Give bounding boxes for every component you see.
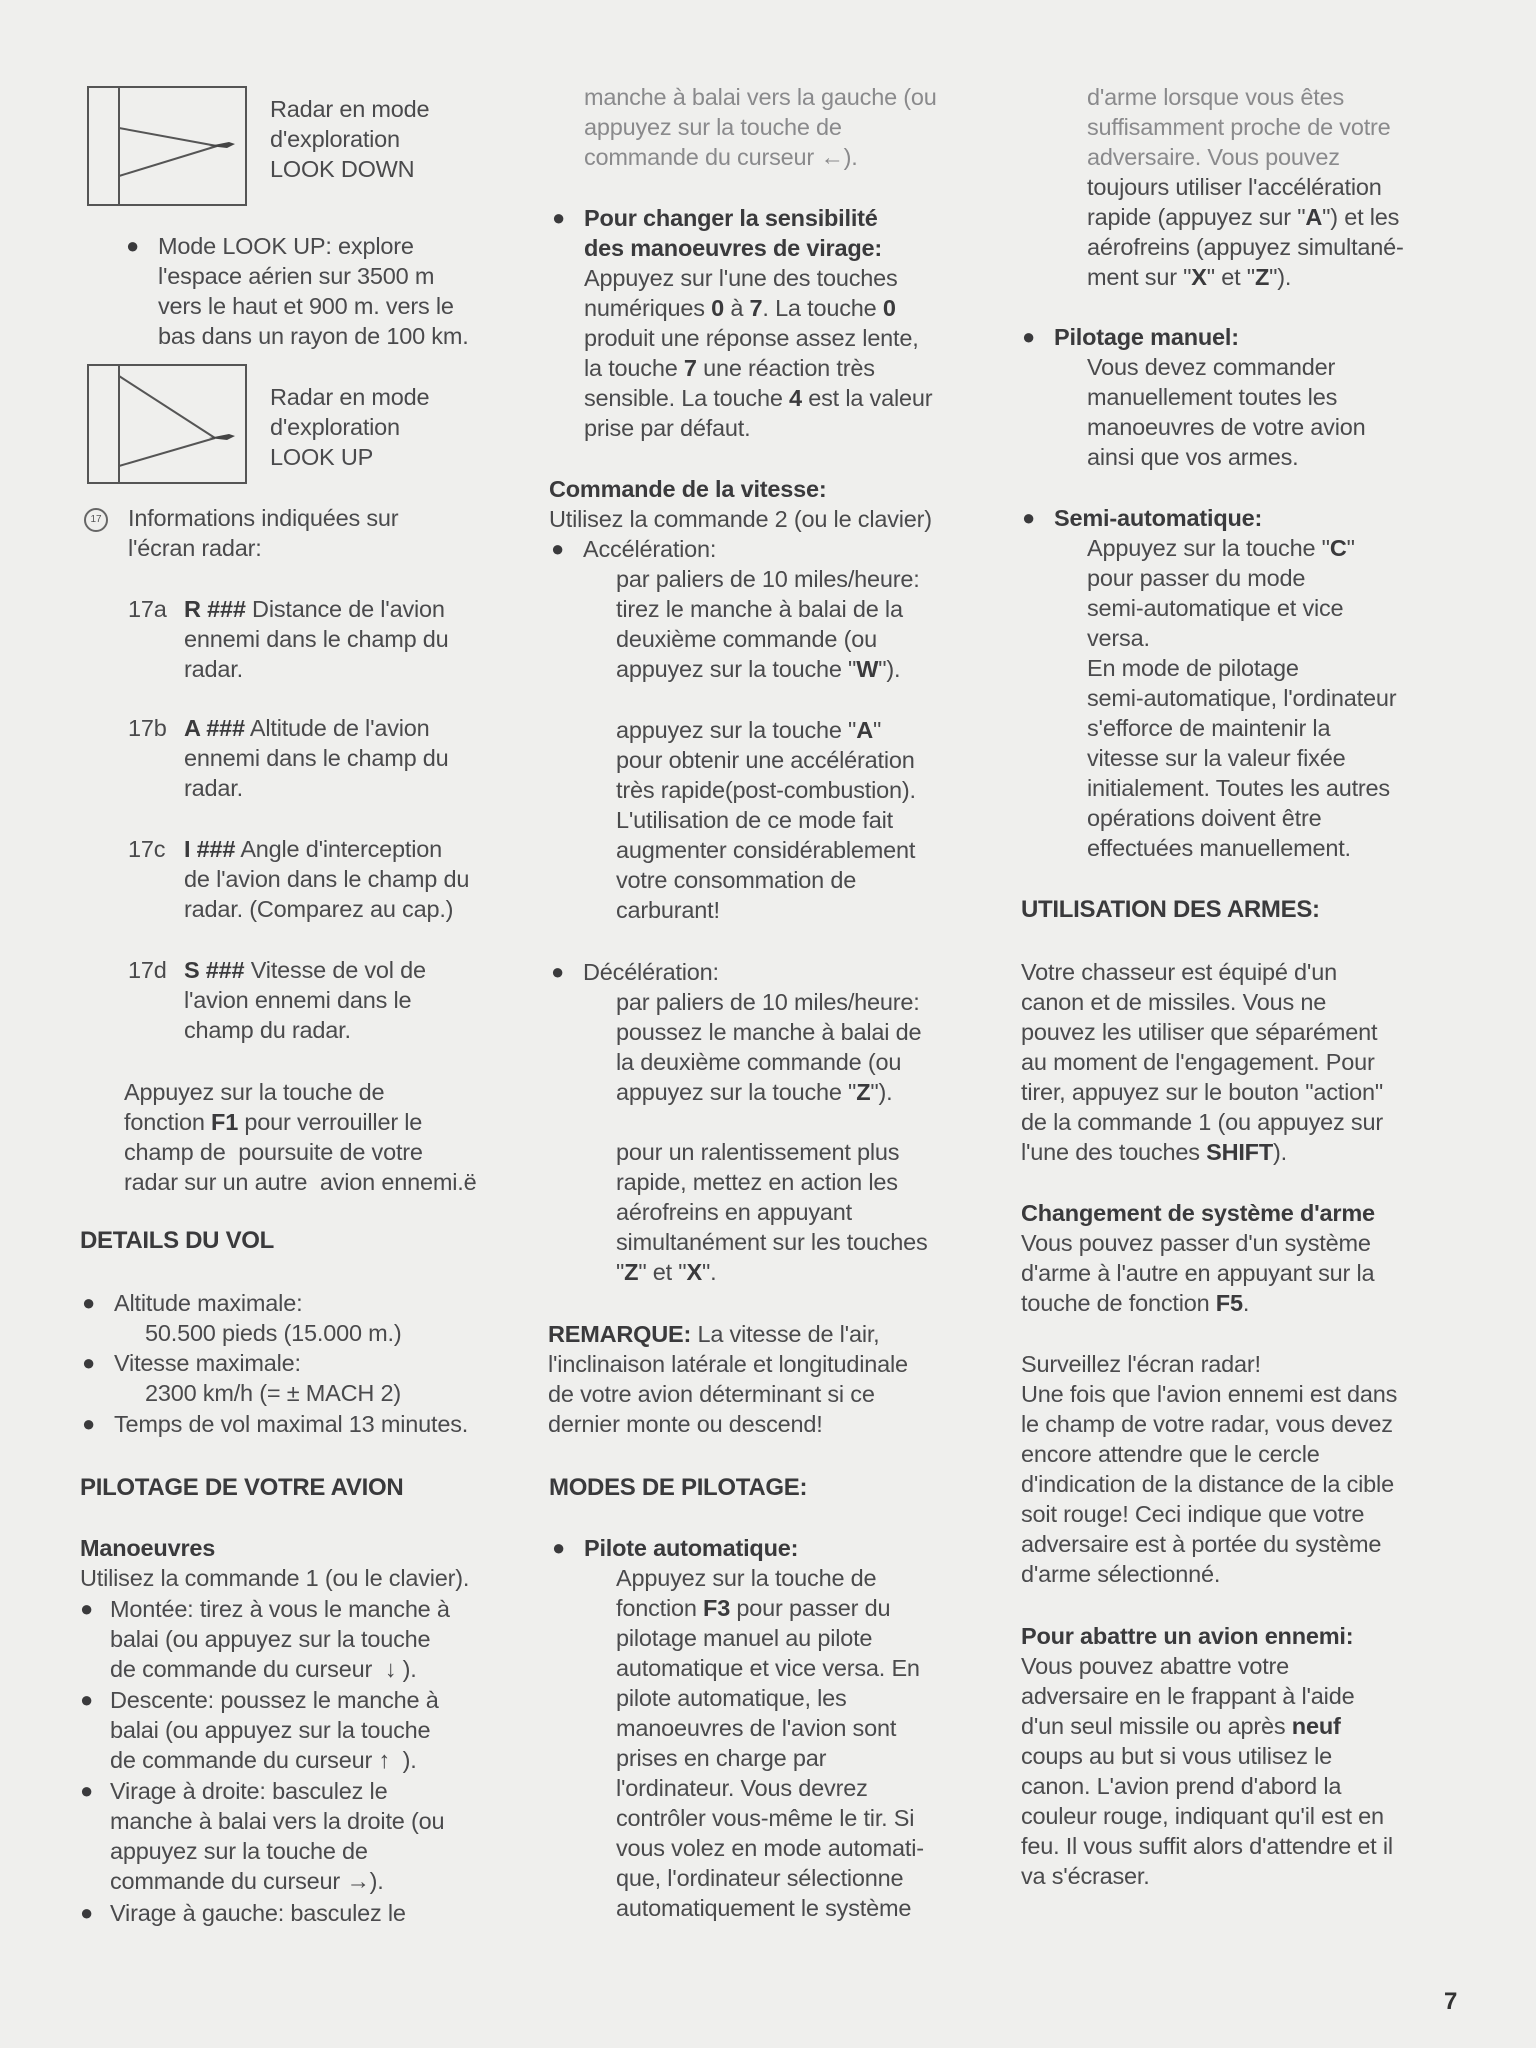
item-17a-line-2: ennemi dans le champ du bbox=[184, 626, 449, 652]
montee-line-2: balai (ou appuyez sur la touche bbox=[110, 1626, 431, 1652]
armes-line-5: tirer, appuyez sur le bouton "action" bbox=[1021, 1079, 1384, 1105]
remarque-line-2: l'inclinaison latérale et longitudinale bbox=[548, 1351, 908, 1377]
auto-line-7: prises en charge par bbox=[616, 1745, 827, 1771]
col3-cont-line-1: d'arme lorsque vous êtes bbox=[1087, 84, 1345, 110]
droite-line-4: commande du curseur →). bbox=[110, 1868, 384, 1894]
accel-p1-line-3: deuxième commande (ou bbox=[616, 626, 877, 652]
item-17b-line-1: A ### Altitude de l'avion bbox=[184, 715, 430, 741]
diagram2-caption-3: LOOK UP bbox=[270, 444, 374, 470]
col3-cont-line-2: suffisamment proche de votre bbox=[1087, 114, 1391, 140]
remarque-line-1: REMARQUE: La vitesse de l'air, bbox=[548, 1321, 880, 1347]
f1-para-line-3: champ de poursuite de votre bbox=[124, 1139, 423, 1165]
look-up-line-4: bas dans un rayon de 100 km. bbox=[158, 323, 469, 349]
decel-p1-line-3: la deuxième commande (ou bbox=[616, 1049, 902, 1075]
surveillez-line-2: Une fois que l'avion ennemi est dans bbox=[1021, 1381, 1398, 1407]
radar-look-down-icon bbox=[89, 88, 245, 204]
semi-heading: Semi-automatique: bbox=[1054, 505, 1263, 531]
diagram2-caption-1: Radar en mode bbox=[270, 384, 430, 410]
item-17d-line-3: champ du radar. bbox=[184, 1017, 351, 1043]
auto-line-11: que, l'ordinateur sélectionne bbox=[616, 1865, 904, 1891]
item-17c-num: 17c bbox=[128, 836, 166, 862]
surveillez-line-1: Surveillez l'écran radar! bbox=[1021, 1351, 1261, 1377]
decel-p1-line-4: appuyez sur la touche "Z"). bbox=[616, 1079, 893, 1105]
surveillez-line-8: d'arme sélectionné. bbox=[1021, 1561, 1221, 1587]
accel-p2-line-5: augmenter considérablement bbox=[616, 837, 916, 863]
auto-line-3: pilotage manuel au pilote bbox=[616, 1625, 873, 1651]
remarque-line-4: dernier monte ou descend! bbox=[548, 1411, 823, 1437]
remarque-line-3: de votre avion déterminant si ce bbox=[548, 1381, 875, 1407]
sens-heading-1: Pour changer la sensibilité bbox=[584, 205, 878, 231]
armes-line-2: canon et de missiles. Vous ne bbox=[1021, 989, 1327, 1015]
accel-p1-line-4: appuyez sur la touche "W"). bbox=[616, 656, 901, 682]
sens-line-2: numériques 0 à 7. La touche 0 bbox=[584, 295, 896, 321]
accel-p1-line-1: par paliers de 10 miles/heure: bbox=[616, 566, 920, 592]
diagram1-caption-3: LOOK DOWN bbox=[270, 156, 415, 182]
f1-para-line-2: fonction F1 pour verrouiller le bbox=[124, 1109, 423, 1135]
abattre-line-1: Vous pouvez abattre votre bbox=[1021, 1653, 1290, 1679]
sens-line-3: produit une réponse assez lente, bbox=[584, 325, 919, 351]
surveillez-line-4: encore attendre que le cercle bbox=[1021, 1441, 1320, 1467]
detail-altitude-label: Altitude maximale: bbox=[114, 1290, 303, 1316]
semi-line-10: opérations doivent être bbox=[1087, 805, 1322, 831]
look-up-line-2: l'espace aérien sur 3500 m bbox=[158, 263, 435, 289]
detail-altitude-value: 50.500 pieds (15.000 m.) bbox=[145, 1320, 402, 1346]
droite-line-3: appuyez sur la touche de bbox=[110, 1838, 368, 1864]
manuel-line-2: manuellement toutes les bbox=[1087, 384, 1338, 410]
auto-line-1: Appuyez sur la touche de bbox=[616, 1565, 877, 1591]
auto-line-8: l'ordinateur. Vous devrez bbox=[616, 1775, 868, 1801]
abattre-line-5: canon. L'avion prend d'abord la bbox=[1021, 1773, 1342, 1799]
semi-line-9: initialement. Toutes les autres bbox=[1087, 775, 1390, 801]
item-17c-line-3: radar. (Comparez au cap.) bbox=[184, 896, 454, 922]
semi-line-5: En mode de pilotage bbox=[1087, 655, 1299, 681]
descente-line-1: Descente: poussez le manche à bbox=[110, 1687, 439, 1713]
armes-heading: UTILISATION DES ARMES: bbox=[1021, 896, 1320, 923]
bullet-icon: ● bbox=[80, 1596, 94, 1621]
modes-heading: MODES DE PILOTAGE: bbox=[549, 1474, 808, 1501]
vitesse-intro: Utilisez la commande 2 (ou le clavier) bbox=[549, 506, 932, 532]
bullet-icon: ● bbox=[551, 536, 565, 561]
item-17b-num: 17b bbox=[128, 715, 167, 741]
info-marker-17: 17 bbox=[84, 508, 108, 532]
item-17d-line-1: S ### Vitesse de vol de bbox=[184, 957, 426, 983]
auto-heading: Pilote automatique: bbox=[584, 1535, 799, 1561]
surveillez-line-5: d'indication de la distance de la cible bbox=[1021, 1471, 1394, 1497]
pilotage-heading: PILOTAGE DE VOTRE AVION bbox=[80, 1474, 404, 1501]
f1-para-line-4: radar sur un autre avion ennemi.ë bbox=[124, 1169, 477, 1195]
montee-line-1: Montée: tirez à vous le manche à bbox=[110, 1596, 450, 1622]
page-number: 7 bbox=[1444, 1988, 1458, 2015]
gauche-line-1: Virage à gauche: basculez le bbox=[110, 1900, 406, 1926]
look-up-line-3: vers le haut et 900 m. vers le bbox=[158, 293, 454, 319]
sens-line-5: sensible. La touche 4 est la valeur bbox=[584, 385, 933, 411]
accel-p2-line-2: pour obtenir une accélération bbox=[616, 747, 915, 773]
bullet-icon: ● bbox=[80, 1687, 94, 1712]
auto-line-9: contrôler vous-même le tir. Si bbox=[616, 1805, 915, 1831]
manuel-line-1: Vous devez commander bbox=[1087, 354, 1336, 380]
col3-cont-line-7: ment sur "X" et "Z"). bbox=[1087, 264, 1292, 290]
accel-p2-line-3: très rapide(post-combustion). bbox=[616, 777, 916, 803]
auto-line-4: automatique et vice versa. En bbox=[616, 1655, 920, 1681]
bullet-icon: ● bbox=[552, 205, 566, 230]
decel-p1-line-1: par paliers de 10 miles/heure: bbox=[616, 989, 920, 1015]
detail-speed-label: Vitesse maximale: bbox=[114, 1350, 301, 1376]
surveillez-line-6: soit rouge! Ceci indique que votre bbox=[1021, 1501, 1365, 1527]
col3-cont-line-3: adversaire. Vous pouvez bbox=[1087, 144, 1340, 170]
accel-p1-line-2: tirez le manche à balai de la bbox=[616, 596, 903, 622]
detail-speed-value: 2300 km/h (= ± MACH 2) bbox=[145, 1380, 401, 1406]
changement-heading: Changement de système d'arme bbox=[1021, 1200, 1375, 1226]
decel-p2-line-3: aérofreins en appuyant bbox=[616, 1199, 852, 1225]
armes-line-1: Votre chasseur est équipé d'un bbox=[1021, 959, 1337, 985]
accel-p2-line-7: carburant! bbox=[616, 897, 720, 923]
semi-line-6: semi-automatique, l'ordinateur bbox=[1087, 685, 1397, 711]
bullet-icon: ● bbox=[126, 233, 140, 258]
montee-line-3: de commande du curseur ↓ ). bbox=[110, 1656, 417, 1682]
decel-label: Décélération: bbox=[583, 959, 719, 985]
semi-line-2: pour passer du mode bbox=[1087, 565, 1306, 591]
col3-cont-line-6: aérofreins (appuyez simultané- bbox=[1087, 234, 1404, 260]
armes-line-3: pouvez les utiliser que séparément bbox=[1021, 1019, 1378, 1045]
bullet-icon: ● bbox=[80, 1900, 94, 1925]
abattre-line-2: adversaire en le frappant à l'aide bbox=[1021, 1683, 1355, 1709]
semi-line-8: vitesse sur la valeur fixée bbox=[1087, 745, 1346, 771]
vitesse-heading: Commande de la vitesse: bbox=[549, 476, 827, 502]
item-17a-num: 17a bbox=[128, 596, 167, 622]
accel-label: Accélération: bbox=[583, 536, 717, 562]
item-17b-line-3: radar. bbox=[184, 775, 243, 801]
abattre-heading: Pour abattre un avion ennemi: bbox=[1021, 1623, 1354, 1649]
changement-line-3: touche de fonction F5. bbox=[1021, 1290, 1250, 1316]
auto-line-5: pilote automatique, les bbox=[616, 1685, 847, 1711]
info-intro-2: l'écran radar: bbox=[128, 535, 262, 561]
bullet-icon: ● bbox=[552, 1535, 566, 1560]
bullet-icon: ● bbox=[82, 1290, 96, 1315]
col2-cont-line-1: manche à balai vers la gauche (ou bbox=[584, 84, 937, 110]
changement-line-1: Vous pouvez passer d'un système bbox=[1021, 1230, 1371, 1256]
auto-line-10: vous volez en mode automati- bbox=[616, 1835, 924, 1861]
look-up-line-1: Mode LOOK UP: explore bbox=[158, 233, 414, 259]
col3-cont-line-5: rapide (appuyez sur "A") et les bbox=[1087, 204, 1400, 230]
auto-line-6: manoeuvres de l'avion sont bbox=[616, 1715, 897, 1741]
diagram2-caption-2: d'exploration bbox=[270, 414, 400, 440]
decel-p2-line-4: simultanément sur les touches bbox=[616, 1229, 928, 1255]
abattre-line-4: coups au but si vous utilisez le bbox=[1021, 1743, 1333, 1769]
descente-line-3: de commande du curseur ↑ ). bbox=[110, 1747, 417, 1773]
decel-p2-line-5: "Z" et "X". bbox=[616, 1259, 717, 1285]
decel-p2-line-2: rapide, mettez en action les bbox=[616, 1169, 898, 1195]
armes-line-7: l'une des touches SHIFT). bbox=[1021, 1139, 1287, 1165]
manoeuvres-intro: Utilisez la commande 1 (ou le clavier). bbox=[80, 1565, 470, 1591]
accel-p2-line-4: L'utilisation de ce mode fait bbox=[616, 807, 893, 833]
details-heading: DETAILS DU VOL bbox=[80, 1227, 275, 1254]
auto-line-2: fonction F3 pour passer du bbox=[616, 1595, 891, 1621]
decel-p1-line-2: poussez le manche à balai de bbox=[616, 1019, 922, 1045]
info-intro-1: Informations indiquées sur bbox=[128, 505, 399, 531]
sens-heading-2: des manoeuvres de virage: bbox=[584, 235, 883, 261]
radar-look-up-diagram bbox=[87, 364, 247, 484]
changement-line-2: d'arme à l'autre en appuyant sur la bbox=[1021, 1260, 1375, 1286]
abattre-line-3: d'un seul missile ou après neuf bbox=[1021, 1713, 1341, 1739]
accel-p2-line-6: votre consommation de bbox=[616, 867, 857, 893]
col3-cont-line-4: toujours utiliser l'accélération bbox=[1087, 174, 1382, 200]
manuel-line-3: manoeuvres de votre avion bbox=[1087, 414, 1366, 440]
manuel-line-4: ainsi que vos armes. bbox=[1087, 444, 1299, 470]
radar-look-down-diagram bbox=[87, 86, 247, 206]
semi-line-3: semi-automatique et vice bbox=[1087, 595, 1344, 621]
auto-line-12: automatiquement le système bbox=[616, 1895, 912, 1921]
abattre-line-6: couleur rouge, indiquant qu'il est en bbox=[1021, 1803, 1384, 1829]
bullet-icon: ● bbox=[80, 1778, 94, 1803]
radar-look-up-icon bbox=[89, 366, 245, 482]
accel-p2-line-1: appuyez sur la touche "A" bbox=[616, 717, 882, 743]
armes-line-6: de la commande 1 (ou appuyez sur bbox=[1021, 1109, 1383, 1135]
bullet-icon: ● bbox=[82, 1411, 96, 1436]
sens-line-1: Appuyez sur l'une des touches bbox=[584, 265, 898, 291]
bullet-icon: ● bbox=[1022, 324, 1036, 349]
surveillez-line-3: le champ de votre radar, vous devez bbox=[1021, 1411, 1393, 1437]
surveillez-line-7: adversaire est à portée du système bbox=[1021, 1531, 1382, 1557]
bullet-icon: ● bbox=[82, 1350, 96, 1375]
semi-line-11: effectuées manuellement. bbox=[1087, 835, 1351, 861]
semi-line-7: s'efforce de maintenir la bbox=[1087, 715, 1331, 741]
manoeuvres-heading: Manoeuvres bbox=[80, 1535, 216, 1561]
decel-p2-line-1: pour un ralentissement plus bbox=[616, 1139, 900, 1165]
item-17d-line-2: l'avion ennemi dans le bbox=[184, 987, 412, 1013]
armes-line-4: au moment de l'engagement. Pour bbox=[1021, 1049, 1375, 1075]
droite-line-2: manche à balai vers la droite (ou bbox=[110, 1808, 445, 1834]
diagram1-caption-2: d'exploration bbox=[270, 126, 400, 152]
item-17b-line-2: ennemi dans le champ du bbox=[184, 745, 449, 771]
manuel-heading: Pilotage manuel: bbox=[1054, 324, 1239, 350]
f1-para-line-1: Appuyez sur la touche de bbox=[124, 1079, 385, 1105]
diagram1-caption-1: Radar en mode bbox=[270, 96, 430, 122]
item-17c-line-2: de l'avion dans le champ du bbox=[184, 866, 470, 892]
abattre-line-7: feu. Il vous suffit alors d'attendre et il bbox=[1021, 1833, 1393, 1859]
item-17a-line-1: R ### Distance de l'avion bbox=[184, 596, 445, 622]
droite-line-1: Virage à droite: basculez le bbox=[110, 1778, 388, 1804]
item-17c-line-1: I ### Angle d'interception bbox=[184, 836, 442, 862]
item-17d-num: 17d bbox=[128, 957, 167, 983]
col2-cont-line-3: commande du curseur ←). bbox=[584, 144, 858, 170]
col2-cont-line-2: appuyez sur la touche de bbox=[584, 114, 842, 140]
semi-line-4: versa. bbox=[1087, 625, 1150, 651]
bullet-icon: ● bbox=[551, 959, 565, 984]
detail-time: Temps de vol maximal 13 minutes. bbox=[114, 1411, 469, 1437]
bullet-icon: ● bbox=[1022, 505, 1036, 530]
item-17a-line-3: radar. bbox=[184, 656, 243, 682]
sens-line-6: prise par défaut. bbox=[584, 415, 751, 441]
descente-line-2: balai (ou appuyez sur la touche bbox=[110, 1717, 431, 1743]
abattre-line-8: va s'écraser. bbox=[1021, 1863, 1150, 1889]
semi-line-1: Appuyez sur la touche "C" bbox=[1087, 535, 1355, 561]
sens-line-4: la touche 7 une réaction très bbox=[584, 355, 875, 381]
